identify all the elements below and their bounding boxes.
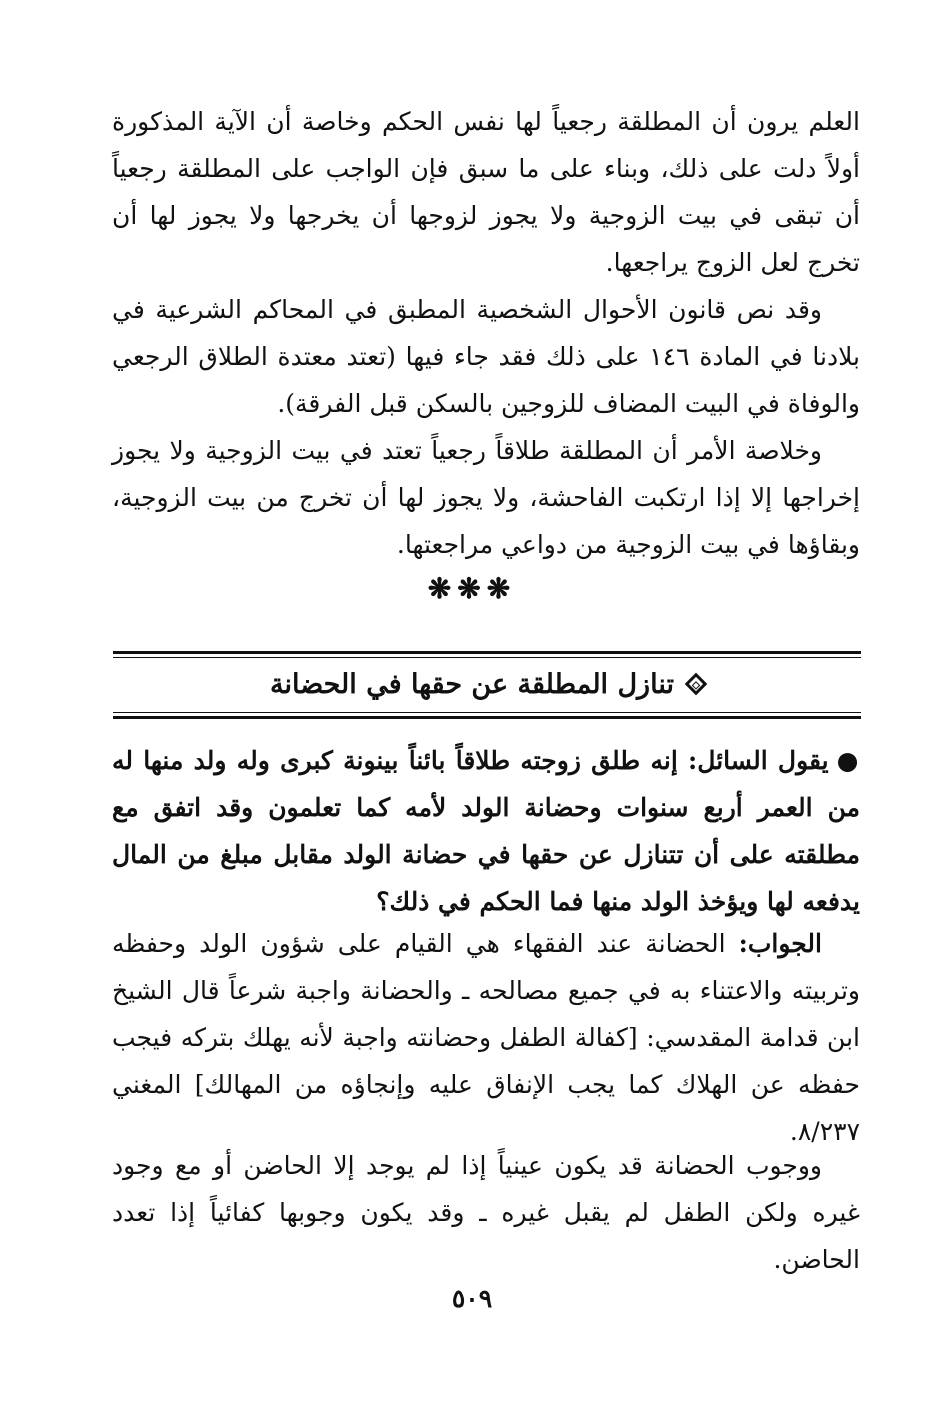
section-heading-text: تنازل المطلقة عن حقها في الحضانة [270, 669, 674, 700]
paragraph-last: ووجوب الحضانة قد يكون عينياً إذا لم يوجد إلا الحاضن أو مع وجود غيره ولكن الطفل لم يقبل غيره ـ وقد يكون وجوبها كفائياً إذا تعدد الحاضن. [112, 1151, 860, 1274]
question-paragraph [112, 737, 860, 925]
answer-label: الجواب: [738, 929, 822, 958]
paragraph-3: وخلاصة الأمر أن المطلقة طلاقاً رجعياً تعتد في بيت الزوجية ولا يجوز إخراجها إلا إذا ارتكبت الفاحشة، ولا يجوز لها أن تخرج من بيت الزوجية، وبقاؤها في بيت الزوجية من دواعي مراجعتها. [112, 436, 860, 559]
question-text: يقول السائل: إنه طلق زوجته طلاقاً بائناً بينونة كبرى وله ولد منها له من العمر أربع سنوات وحضانة الولد لأمه كما تعلمون وقد اتفق مع مطلقته على أن تتنازل عن حقها في حضانة الولد مقابل مبلغ من المال يدفعه لها ويؤخذ الولد منها فما الحكم في ذلك؟ [112, 746, 860, 916]
heading-bottom-rule-thin [113, 712, 861, 713]
paragraph-1: العلم يرون أن المطلقة رجعياً لها نفس الحكم وخاصة أن الآية المذكورة أولاً دلت على ذلك، وبناء على ما سبق فإن الواجب على المطلقة رجعياً أن تبقى في بيت الزوجية ولا يجوز لزوجها أن يخرجها ولا يجوز لها أن تخرج لعل الزوج يراجعها. [112, 107, 860, 277]
answer-paragraph [112, 920, 860, 1155]
page-number: ٥٠٩ [451, 1284, 493, 1313]
heading-bottom-rule-thick [113, 716, 861, 719]
heading-top-rule-thick [113, 651, 861, 654]
diamond-icon [685, 672, 708, 695]
answer-text: الحضانة عند الفقهاء هي القيام على شؤون الولد وحفظه وتربيته والاعتناء به في جميع مصالحه ـ والحضانة واجبة شرعاً قال الشيخ ابن قدامة المقدسي: [كفالة الطفل وحضانته واجبة لأنه يهلك بتركه فيجب حفظه عن الهلاك كما يجب الإنفاق عليه وإنجاؤه من المهالك] المغني ٨/٢٣٧. [112, 929, 860, 1146]
bullet-icon: ● [836, 746, 860, 775]
section-heading [113, 662, 861, 708]
paragraph-2: وقد نص قانون الأحوال الشخصية المطبق في المحاكم الشرعية في بلادنا في المادة ١٤٦ على ذلك فقد جاء فيها (تعتد معتدة الطلاق الرجعي والوفاة في البيت المضاف للزوجين بالسكن قبل الفرقة). [112, 295, 860, 418]
heading-top-rule-thin [113, 657, 861, 658]
section-separator: ❋❋❋ [427, 572, 517, 605]
